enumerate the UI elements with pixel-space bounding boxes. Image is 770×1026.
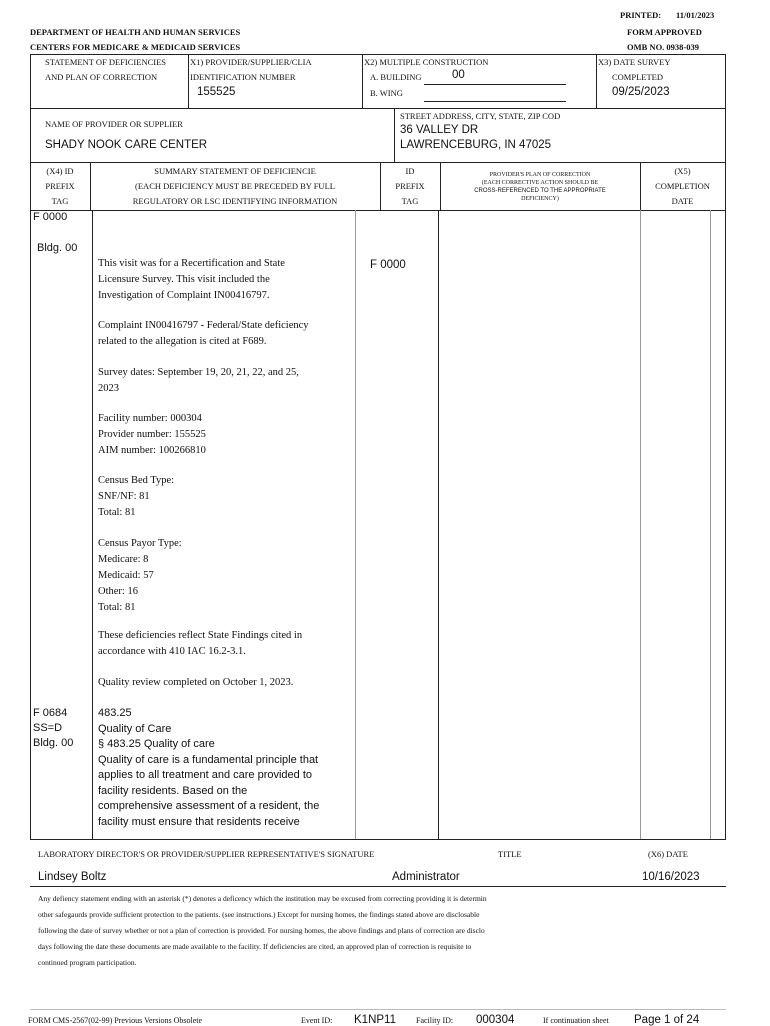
x1-label-1: X1) PROVIDER/SUPPLIER/CLIA: [190, 57, 312, 67]
department-title: DEPARTMENT OF HEALTH AND HUMAN SERVICES: [30, 27, 241, 37]
footnote-line-5: continued program participation.: [38, 958, 137, 967]
survey-date-value: 09/25/2023: [612, 86, 670, 98]
tag-f0000: F 0000: [33, 211, 68, 223]
census-payor-paragraph: Census Payor Type: Medicare: 8 Medicaid: 57 Other: 16 Total: 81: [98, 538, 182, 613]
provider-name: SHADY NOOK CARE CENTER: [45, 139, 208, 151]
complaint-paragraph: Complaint IN00416797 - Federal/State deficiency related to the allegation is cited at F689.: [98, 320, 309, 347]
footnote-line-2: other safegaurds provide sufficient protection to the patients. (see instructions.) Except for nursing homes, the findings stated above are disclosable: [38, 910, 480, 919]
centers-title: CENTERS FOR MEDICARE & MEDICAID SERVICES: [30, 42, 241, 52]
right-tag-f0000: F 0000: [370, 259, 406, 271]
address-line-1: 36 VALLEY DR: [400, 124, 479, 136]
event-id-value: K1NP11: [354, 1014, 396, 1026]
summary-header-1: SUMMARY STATEMENT OF DEFICIENCIE: [154, 166, 316, 176]
facility-id-value: 000304: [476, 1014, 515, 1026]
footnote-line-3: following the date of survey whether or not a plan of correction is provided. For nursing homes, the above findings and plans of correction are disclo: [38, 926, 485, 935]
id-header-1: ID: [405, 166, 415, 176]
x3-label-1: X3) DATE SURVEY: [598, 57, 671, 67]
x1-label-2: IDENTIFICATION NUMBER: [190, 72, 296, 82]
title-label: TITLE: [498, 849, 522, 859]
census-bed-paragraph: Census Bed Type: SNF/NF: 81 Total: 81: [98, 475, 175, 518]
id-header-3: TAG: [401, 196, 419, 206]
plan-header-3: CROSS-REFERENCED TO THE APPROPRIATE: [474, 188, 606, 194]
x3-label-2: COMPLETED: [612, 72, 663, 82]
signature-date: 10/16/2023: [642, 871, 700, 883]
id-header-2: PREFIX: [395, 181, 425, 191]
survey-dates-paragraph: Survey dates: September 19, 20, 21, 22, and 25, 2023: [98, 367, 299, 394]
provider-name-label: NAME OF PROVIDER OR SUPPLIER: [45, 119, 183, 129]
plan-header-2: (EACH CORRECTIVE ACTION SHOULD BE: [481, 180, 599, 186]
footnote-line-4: days following the date these documents are made available to the facility. If deficiencies are cited, an approved plan of correction is requisite to: [38, 942, 472, 951]
facility-id-label: Facility ID:: [416, 1016, 454, 1025]
statement-label-1: STATEMENT OF DEFICIENCIES: [45, 57, 167, 67]
signature-label: LABORATORY DIRECTOR'S OR PROVIDER/SUPPLIER REPRESENTATIVE'S SIGNATURE: [38, 849, 375, 859]
visit-paragraph: This visit was for a Recertification and State Licensure Survey. This visit included the Investigation of Complaint IN00416797.: [98, 258, 285, 301]
signer-name: Lindsey Boltz: [38, 871, 107, 883]
building-label: A. BUILDING: [370, 72, 422, 82]
x6-date-label: (X6) DATE: [648, 849, 688, 859]
footnote-line-1: Any defiency statement ending with an asterisk (*) denotes a deficency which the institution may be excused from correcting providing it is determin: [38, 894, 487, 903]
plan-header-4: DEFICIENCY): [521, 196, 559, 202]
provider-id-value: 155525: [197, 86, 236, 98]
x4-header-3: TAG: [51, 196, 69, 206]
wing-label: B. WING: [370, 88, 403, 98]
continuation-label: If continuation sheet: [543, 1016, 609, 1025]
x4-header-1: (X4) ID: [46, 166, 74, 176]
summary-header-2: (EACH DEFICIENCY MUST BE PRECEDED BY FULL: [135, 181, 335, 191]
tag-f0684: F 0684 SS=D Bldg. 00: [33, 707, 74, 749]
x4-header-2: PREFIX: [45, 181, 75, 191]
x2-label: X2) MULTIPLE CONSTRUCTION: [364, 57, 489, 67]
state-findings-paragraph: These deficiencies reflect State Findings cited in accordance with 410 IAC 16.2-3.1.: [98, 630, 303, 657]
printed-label: PRINTED:: [620, 10, 662, 20]
quality-of-care-paragraph: 483.25 Quality of Care § 483.25 Quality of care Quality of care is a fundamental principle that applies to all treatment and care provided to facility residents. Based on the comprehensive assessment of a resident, the facility must ensure that residents receive: [98, 707, 320, 828]
x5-header-3: DATE: [671, 196, 694, 206]
statement-label-2: AND PLAN OF CORRECTION: [45, 72, 158, 82]
omb-number: OMB NO. 0938-039: [627, 42, 700, 52]
signer-title: Administrator: [392, 871, 460, 883]
page-number: Page 1 of 24: [634, 1014, 700, 1026]
address-line-2: LAWRENCEBURG, IN 47025: [400, 139, 552, 151]
form-number: FORM CMS-2567(02-99) Previous Versions Obsolete: [28, 1016, 203, 1025]
address-label: STREET ADDRESS, CITY, STATE, ZIP COD: [400, 111, 561, 121]
plan-header-1: PROVIDER'S PLAN OF CORRECTION: [489, 172, 591, 178]
tag-bldg-00: Bldg. 00: [37, 242, 78, 254]
facility-numbers-paragraph: Facility number: 000304 Provider number: 155525 AIM number: 100266810: [98, 413, 206, 456]
event-id-label: Event ID:: [301, 1016, 333, 1025]
form-approved: FORM APPROVED: [627, 27, 702, 37]
printed-date: 11/01/2023: [676, 10, 715, 20]
x5-header-1: (X5): [674, 166, 691, 176]
quality-review-paragraph: Quality review completed on October 1, 2023.: [98, 677, 294, 688]
summary-header-3: REGULATORY OR LSC IDENTIFYING INFORMATION: [132, 196, 338, 206]
building-value: 00: [452, 69, 465, 81]
x5-header-2: COMPLETION: [655, 181, 710, 191]
